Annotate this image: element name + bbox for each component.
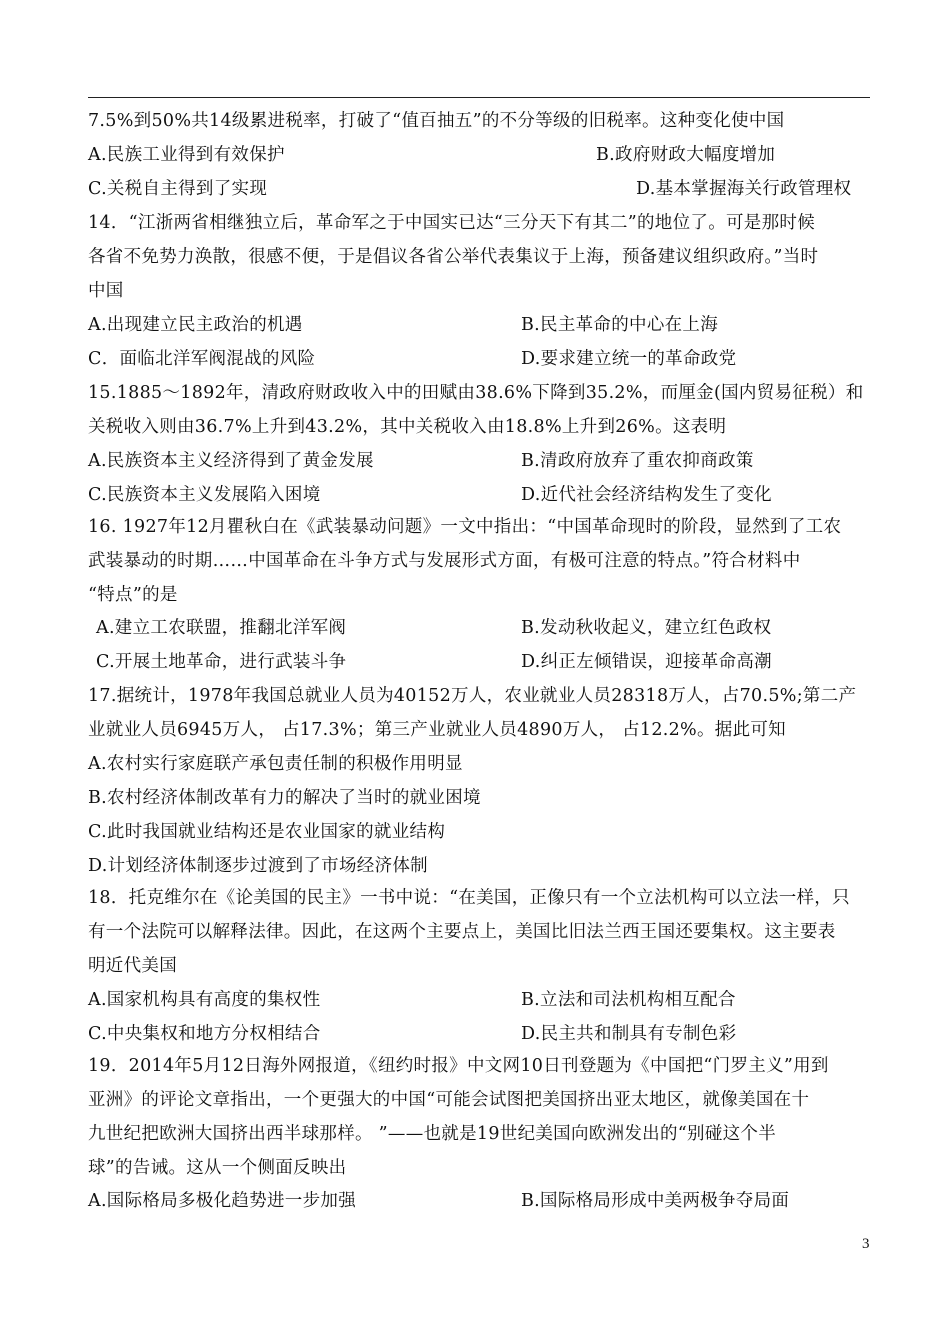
q17-stem-line: 17.据统计，1978年我国总就业人员为40152万人，农业就业人员28318万人，占70.5%;第二产 <box>88 686 857 706</box>
q16-option-d: D.纠正左倾错误，迎接革命高潮 <box>521 652 772 672</box>
q18-option-d: D.民主共和制具有专制色彩 <box>521 1024 737 1044</box>
q16-option-c: C.开展土地革命，进行武装斗争 <box>96 652 347 672</box>
q14-option-d: D.要求建立统一的革命政党 <box>521 349 737 369</box>
page-number: 3 <box>862 1236 870 1252</box>
q14-stem-line: 中国 <box>88 281 124 301</box>
q14-stem-line: 各省不免势力涣散，很感不便，于是倡议各省公举代表集议于上海，预备建议组织政府。”当时 <box>88 247 819 267</box>
q19-option-a: A.国际格局多极化趋势进一步加强 <box>88 1191 356 1211</box>
header-rule <box>88 97 870 98</box>
q14-option-b: B.民主革命的中心在上海 <box>521 315 719 335</box>
q18-stem-line: 18．托克维尔在《论美国的民主》一书中说：“在美国，正像只有一个立法机构可以立法一样，只 <box>88 888 850 908</box>
q15-option-c: C.民族资本主义发展陷入困境 <box>88 485 321 505</box>
q16-option-a: A.建立工农联盟，推翻北洋军阀 <box>96 618 347 638</box>
q15-stem-line: 关税收入则由36.7%上升到43.2%，其中关税收入由18.8%上升到26%。这表明 <box>88 417 727 437</box>
q14-stem-line: 14．“江浙两省相继独立后，革命军之于中国实已达“三分天下有其二”的地位了。可是那时候 <box>88 213 816 233</box>
q13-option-a: A.民族工业得到有效保护 <box>88 145 285 165</box>
q16-stem-line: 武装暴动的时期……中国革命在斗争方式与发展形式方面，有极可注意的特点。”符合材料中 <box>88 551 801 571</box>
q19-stem-line: 九世纪把欧洲大国挤出西半球那样。 ”——也就是19世纪美国向欧洲发出的“别碰这个半 <box>88 1124 777 1144</box>
q15-option-d: D.近代社会经济结构发生了变化 <box>521 485 772 505</box>
q18-option-a: A.国家机构具有高度的集权性 <box>88 990 321 1010</box>
q18-option-c: C.中央集权和地方分权相结合 <box>88 1024 321 1044</box>
q18-stem-line: 有一个法院可以解释法律。因此，在这两个主要点上，美国比旧法兰西王国还要集权。这主要表 <box>88 922 836 942</box>
q13-option-d: D.基本掌握海关行政管理权 <box>636 179 852 199</box>
q18-option-b: B.立法和司法机构相互配合 <box>521 990 736 1010</box>
q19-stem-line: 亚洲》的评论文章指出，一个更强大的中国“可能会试图把美国挤出亚太地区，就像美国在十 <box>88 1090 810 1110</box>
q19-option-b: B.国际格局形成中美两极争夺局面 <box>521 1191 790 1211</box>
q13-stem-tail: 7.5%到50%共14级累进税率，打破了“值百抽五”的不分等级的旧税率。这种变化使中国 <box>88 111 785 131</box>
q17-option-c: C.此时我国就业结构还是农业国家的就业结构 <box>88 822 446 842</box>
q17-option-b: B.农村经济体制改革有力的解决了当时的就业困境 <box>88 788 481 808</box>
q15-option-a: A.民族资本主义经济得到了黄金发展 <box>88 451 374 471</box>
q18-stem-line: 明近代美国 <box>88 956 177 976</box>
q15-stem-line: 15.1885～1892年，清政府财政收入中的田赋由38.6%下降到35.2%，而厘金(国内贸易征税）和 <box>88 383 864 403</box>
q16-stem-line: 16. 1927年12月瞿秋白在《武装暴动问题》一文中指出：“中国革命现时的阶段，显然到了工农 <box>88 517 842 537</box>
q14-option-c: C．面临北洋军阀混战的风险 <box>88 349 316 369</box>
q14-option-a: A.出现建立民主政治的机遇 <box>88 315 303 335</box>
q16-stem-line: “特点”的是 <box>88 585 178 605</box>
q17-stem-line: 业就业人员6945万人， 占17.3%；第三产业就业人员4890万人， 占12.2%。据此可知 <box>88 720 786 740</box>
q17-option-a: A.农村实行家庭联产承包责任制的积极作用明显 <box>88 754 463 774</box>
q13-option-c: C.关税自主得到了实现 <box>88 179 268 199</box>
q19-stem-line: 球”的告诫。这从一个侧面反映出 <box>88 1158 347 1178</box>
q13-option-b: B.政府财政大幅度增加 <box>596 145 776 165</box>
q15-option-b: B.清政府放弃了重农抑商政策 <box>521 451 754 471</box>
q16-option-b: B.发动秋收起义，建立红色政权 <box>521 618 772 638</box>
q19-stem-line: 19．2014年5月12日海外网报道，《纽约时报》中文网10日刊登题为《中国把“门罗主义”用到 <box>88 1056 829 1076</box>
q17-option-d: D.计划经济体制逐步过渡到了市场经济体制 <box>88 856 428 876</box>
